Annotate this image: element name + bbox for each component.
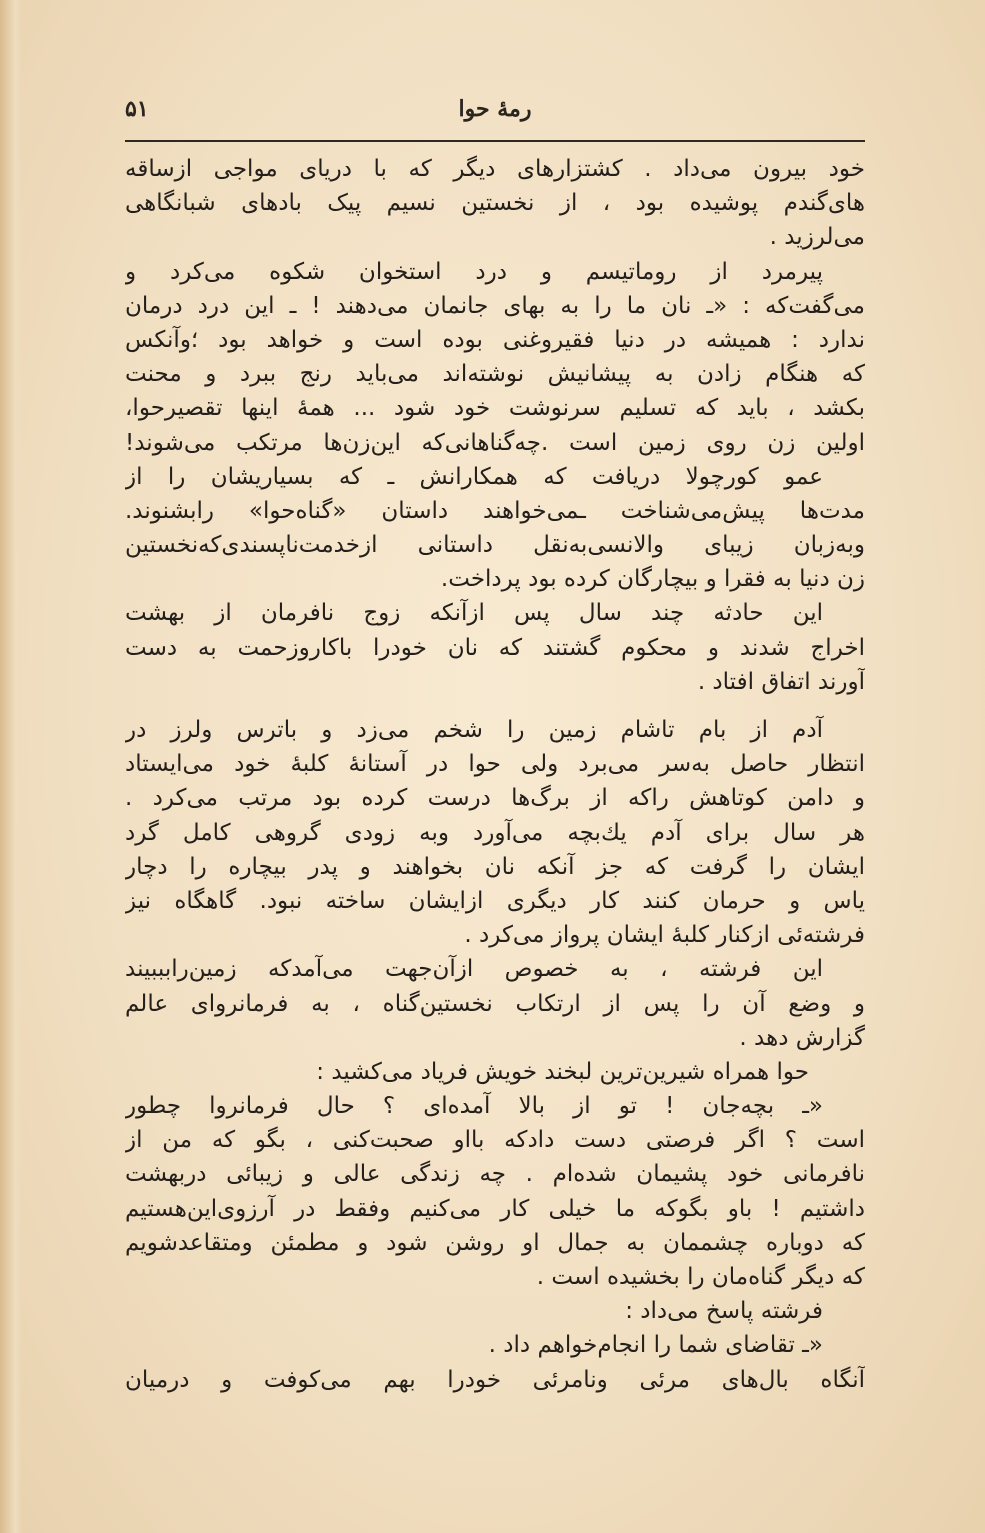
text-line: نافرمانی خود پشیمان شده‌ام . چه زندگی عالی و زیبائی دربهشت [125, 1161, 865, 1188]
text-line: بکشد ، باید که تسلیم سرنوشت خود شود ... همهٔ اینها تقصیرحوا، [125, 395, 865, 422]
text-line: اخراج شدند و محکوم گشتند که نان خودرا باکاروزحمت به دست [125, 634, 865, 661]
text-line: هر سال برای آدم یك‌بچه می‌آورد وبه زودی گروهی کامل گرد [125, 819, 865, 846]
text-line: که دیگر گناه‌مان را بخشیده است . [536, 1264, 865, 1290]
page-number: ۵۱ [125, 96, 149, 122]
header-rule [125, 140, 865, 142]
text-line: ایشان را گرفت که جز آنکه نان بخواهند و پدر بیچاره را دچار [125, 853, 865, 880]
page-header [125, 96, 865, 136]
text-line: و دامن کوتاهش راکه از برگ‌ها درست کرده بود مرتب می‌کرد . [125, 785, 865, 812]
text-line: و وضع آن را پس از ارتکاب نخستین‌گناه ، به فرمانروای عالم [125, 990, 865, 1017]
text-line: وبه‌زبان زیبای والانسی‌به‌نقل داستانی ازخدمت‌ناپسندی‌که‌نخستین [125, 532, 865, 559]
text-line: است ؟ اگر فرصتی دست دادکه بااو صحبت‌کنی ، بگو که من از [125, 1127, 865, 1154]
text-line: پیرمرد از روماتیسم و درد استخوان شکوه می‌کرد و [125, 258, 823, 285]
text-line: های‌گندم پوشیده بود ، از نخستین نسیم پیک بادهای شبانگاهی [125, 190, 865, 217]
text-line: که دوباره چشممان به جمال او روشن شود و مطمئن ومتقاعدشویم [125, 1229, 865, 1256]
text-line: این حادثه چند سال پس ازآنکه زوج نافرمان از بهشت [125, 600, 823, 627]
paragraph-gap [125, 699, 865, 713]
text-line: انتظار حاصل به‌سر می‌برد ولی حوا در آستانهٔ کلبهٔ خود می‌ایستاد [125, 751, 865, 778]
text-line: یاس و حرمان کنند کار دیگری ازایشان ساخته نبود. گاهگاه نیز [125, 887, 865, 914]
text-line: خود بیرون می‌داد . کشتزارهای دیگر که با دریای مواجی ازساقه [125, 156, 865, 182]
text-line: گزارش دهد . [739, 1024, 865, 1051]
text-line: عمو کورچولا دریافت که همکارانش ـ که بسیاریشان را از [125, 463, 823, 490]
text-line: فرشته پاسخ می‌داد : [625, 1298, 823, 1325]
text-line: زن دنیا به فقرا و بیچارگان کرده بود پرداخت. [440, 566, 865, 593]
page-gutter-shadow [0, 0, 22, 1533]
text-line: آنگاه بال‌های مرئی ونامرئی خودرا بهم می‌کوفت و درمیان [125, 1366, 865, 1393]
text-line: آدم از بام تاشام زمین را شخم می‌زد و باترس ولرز در [125, 717, 823, 743]
text-line: فرشته‌ئی ازکنار کلبهٔ ایشان پرواز می‌کرد . [464, 922, 865, 949]
text-line: «ـ بچه‌جان ! تو از بالا آمده‌ای ؟ حال فرمانروا چطور [125, 1093, 823, 1120]
text-line: «ـ تقاضای شما را انجام‌خواهم داد . [488, 1332, 823, 1359]
text-line: حوا همراه شیرین‌ترین لبخند خویش فریاد می‌کشید : [316, 1058, 809, 1085]
body-text [125, 152, 865, 1397]
running-title: رمهٔ حوا [458, 96, 532, 122]
text-line: می‌لرزید . [769, 224, 865, 251]
text-line: آورند اتفاق افتاد . [697, 668, 865, 695]
text-line: اولین زن روی زمین است .چه‌گناهانی‌که این‌زن‌ها مرتکب می‌شوند! [125, 429, 865, 456]
text-line: که هنگام زادن به پیشانیش نوشته‌اند می‌باید رنج ببرد و محنت [125, 361, 865, 388]
text-line: مدت‌ها پیش‌می‌شناخت ـمی‌خواهند داستان «گناه‌حوا» رابشنوند. [125, 497, 865, 524]
text-line: داشتیم ! باو بگوکه ما خیلی کار می‌کنیم وفقط در آرزوی‌این‌هستیم [125, 1195, 865, 1222]
text-line: می‌گفت‌که : «ـ نان ما را به بهای جانمان می‌دهند ! ـ این درد درمان [125, 292, 865, 319]
text-line: این فرشته ، به خصوص ازآن‌جهت می‌آمدکه زمین‌رابببیند [125, 956, 823, 983]
text-line: ندارد : همیشه در دنیا فقیروغنی بوده است و خواهد بود ؛وآنکس [125, 326, 865, 353]
